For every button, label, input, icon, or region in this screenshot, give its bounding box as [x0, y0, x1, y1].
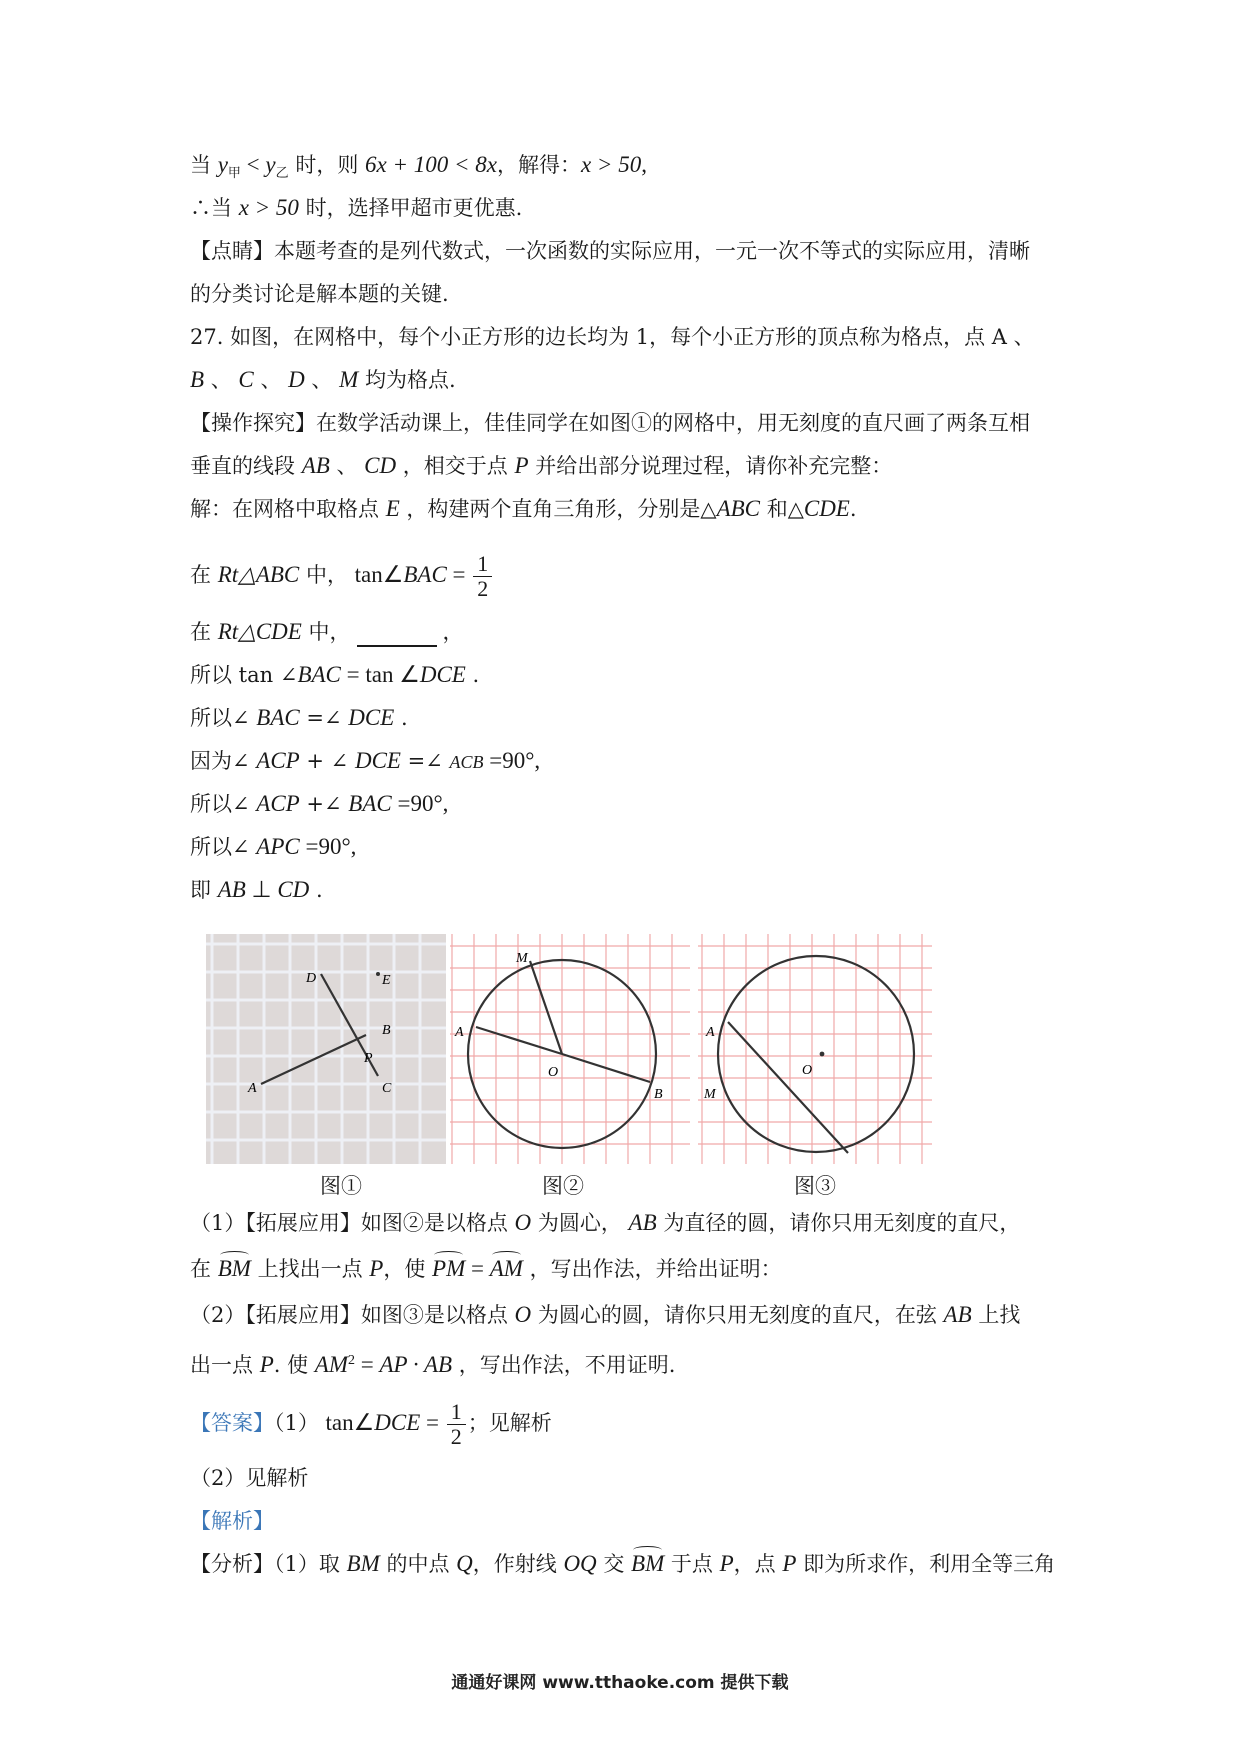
question-27-line-1: 27. 如图，在网格中，每个小正方形的边长均为 1，每个小正方形的顶点称为格点，点 A 、: [190, 325, 1035, 349]
solution-line-4: 所以 tan ∠BAC = tan ∠DCE .: [190, 662, 480, 687]
figure-2-grid: [450, 934, 690, 1164]
solution-line-7: 所以∠ ACP +∠ BAC =90°,: [190, 791, 449, 816]
label-b: B: [654, 1087, 663, 1102]
line-3: 【点睛】本题考查的是列代数式，一次函数的实际应用，一元一次不等式的实际应用，清晰: [190, 239, 1030, 263]
part-1-line-1: （1）【拓展应用】如图②是以格点 O 为圆心， AB 为直径的圆，请你只用无刻度的直尺，: [190, 1210, 1021, 1235]
solution-line-1: 解：在网格中取格点 E ，构建两个直角三角形，分别是△ABC 和△CDE.: [190, 496, 857, 521]
label-m: M: [516, 951, 528, 966]
solution-line-3: 在 Rt△CDE 中， ，: [190, 617, 464, 647]
solution-line-6: 因为∠ ACP + ∠ DCE =∠ ACB =90°,: [190, 748, 541, 773]
operation-line-1: 【操作探究】在数学活动课上，佳佳同学在如图①的网格中，用无刻度的直尺画了两条互相: [190, 411, 1030, 435]
label-e: E: [382, 973, 391, 988]
figure-3-grid: [698, 934, 932, 1164]
label-p: P: [364, 1051, 373, 1066]
line-4: 的分类讨论是解本题的关键.: [190, 282, 449, 306]
part-2-line-1: （2）【拓展应用】如图③是以格点 O 为圆心的圆，请你只用无刻度的直尺，在弦 AB 上找: [190, 1302, 1021, 1327]
figure-3-caption: 图③: [794, 1174, 836, 1198]
question-27-line-2: B 、 C 、 D 、 M 均为格点.: [190, 367, 456, 392]
fraction-one-half-answer: $\frac{1}{2}$: [447, 1400, 466, 1449]
analysis-line-1: 【分析】（1）取 BM 的中点 Q，作射线 OQ 交 BM 于点 P，点 P 即为所求作，利用全等三角: [190, 1549, 1055, 1579]
answer-blank: [357, 623, 437, 647]
solution-line-5: 所以∠ BAC =∠ DCE .: [190, 705, 408, 730]
part-2-line-2: 出一点 P. 使 $AM^2$ = AP · AB ，写出作法，不用证明.: [190, 1352, 676, 1377]
point-o: [820, 1052, 825, 1057]
figure-2-caption: 图②: [542, 1174, 584, 1198]
label-d: D: [306, 971, 317, 986]
answer-line-2: （2）见解析: [190, 1466, 309, 1490]
solution-line-9: 即 AB ⊥ CD .: [190, 877, 323, 902]
answer-label: 【答案】: [190, 1411, 274, 1435]
solution-line-8: 所以∠ APC =90°,: [190, 834, 357, 859]
line-2: ∴当 x > 50 时，选择甲超市更优惠.: [190, 195, 523, 220]
label-m: M: [704, 1087, 716, 1102]
answer-line-1: 【答案】（1） tan∠DCE = $\frac{1}{2}$ ；见解析: [190, 1399, 552, 1449]
operation-line-2: 垂直的线段 AB 、 CD ，相交于点 P 并给出部分说理过程，请你补充完整：: [190, 453, 893, 478]
figure-1-grid: [206, 934, 446, 1164]
page-footer: 通通好课网 www.tthaoke.com 提供下载: [451, 1673, 789, 1693]
label-a: A: [248, 1081, 257, 1096]
figure-1-caption: 图①: [320, 1174, 362, 1198]
part-1-line-2: 在 BM 上找出一点 P，使 PM = AM ，写出作法，并给出证明：: [190, 1254, 782, 1284]
fraction-one-half: $\frac{1}{2}$: [473, 552, 492, 601]
line-1: 当 $y_甲 < y_乙$ 时，则 6x + 100 < 8x，解得：x > 50,: [190, 152, 647, 182]
label-o: O: [802, 1063, 813, 1078]
label-c: C: [382, 1081, 392, 1096]
label-a: A: [455, 1025, 464, 1040]
label-o: O: [548, 1065, 559, 1080]
point-e: [376, 972, 380, 976]
label-a: A: [706, 1025, 715, 1040]
label-b: B: [382, 1023, 391, 1038]
analysis-label: 【解析】: [190, 1509, 274, 1533]
solution-line-2: 在 Rt△ABC 中， tan∠BAC = $\frac{1}{2}$: [190, 552, 494, 601]
